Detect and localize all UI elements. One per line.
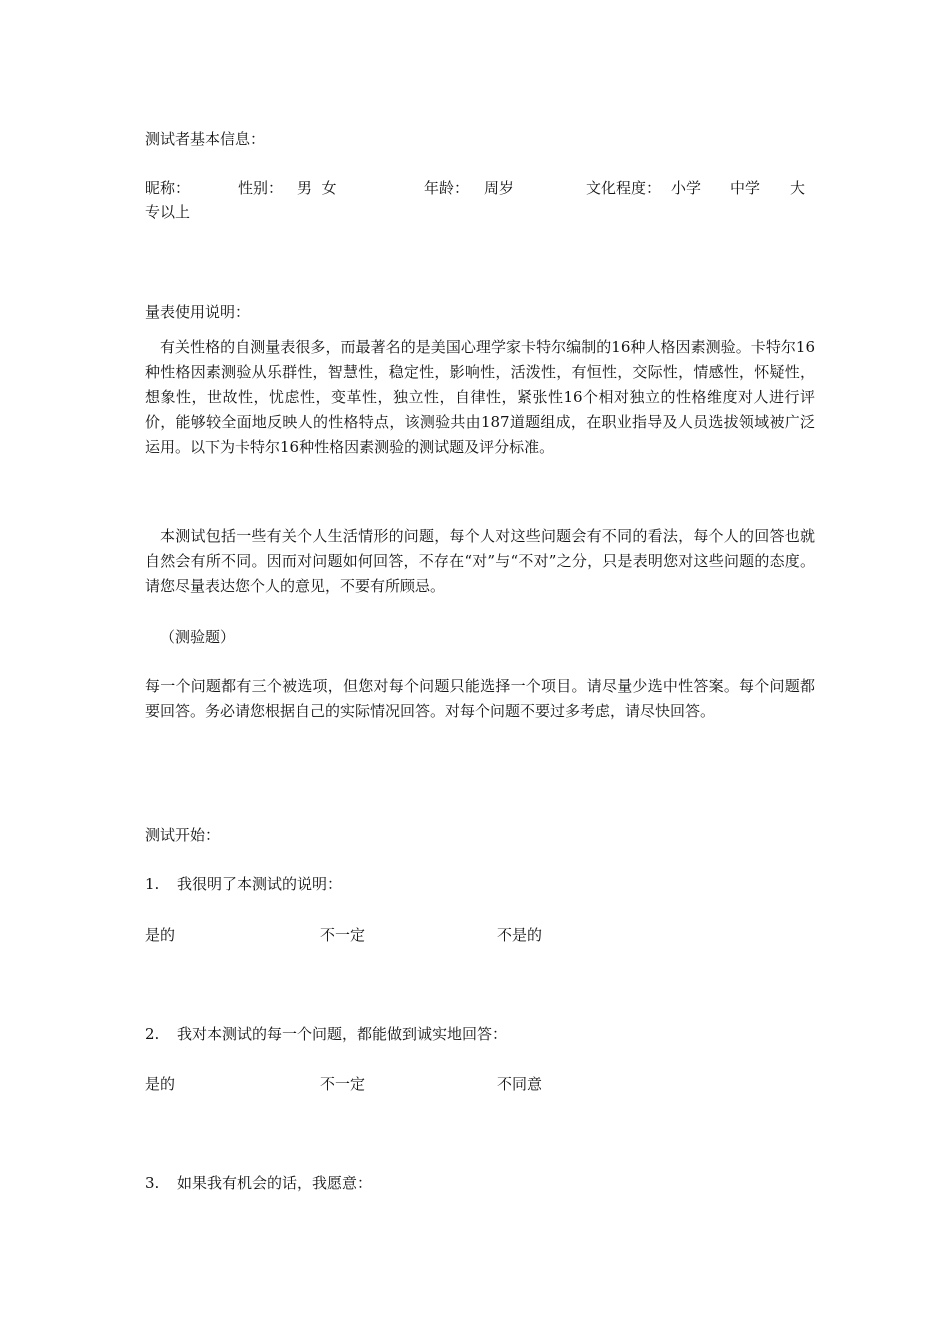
question-1-number: 1. bbox=[145, 875, 160, 893]
education-option-primary: 小学 bbox=[671, 179, 702, 197]
education-option-middle: 中学 bbox=[730, 179, 761, 197]
education-option-college-part2: 专以上 bbox=[145, 203, 191, 221]
gender-options: 男 女 bbox=[297, 179, 337, 197]
instructions-heading: 量表使用说明： bbox=[145, 303, 251, 321]
question-1-text-row bbox=[145, 873, 342, 895]
question-2-number: 2. bbox=[145, 1025, 160, 1043]
question-2-option-disagree[interactable]: 不同意 bbox=[497, 1075, 543, 1093]
question-2-text-row bbox=[145, 1023, 507, 1045]
question-3-text: 如果我有机会的话，我愿意： bbox=[177, 1174, 373, 1192]
question-1-option-uncertain[interactable]: 不一定 bbox=[320, 926, 366, 944]
gender-label: 性别： bbox=[238, 179, 284, 197]
question-1-option-yes[interactable]: 是的 bbox=[145, 926, 176, 944]
education-label: 文化程度： bbox=[586, 179, 662, 197]
info-heading: 测试者基本信息： bbox=[145, 130, 266, 148]
section-label: （测验题） bbox=[160, 628, 236, 646]
question-3-number: 3. bbox=[145, 1174, 160, 1192]
education-option-college-part1: 大 bbox=[790, 179, 806, 197]
age-unit: 周岁 bbox=[484, 179, 515, 197]
test-heading: 测试开始： bbox=[145, 826, 221, 844]
question-2-text: 我对本测试的每一个问题，都能做到诚实地回答： bbox=[177, 1025, 508, 1043]
question-3-text-row bbox=[145, 1172, 372, 1194]
question-1-text: 我很明了本测试的说明： bbox=[177, 875, 343, 893]
question-2-option-yes[interactable]: 是的 bbox=[145, 1075, 176, 1093]
instructions-paragraph-2: 本测试包括一些有关个人生活情形的问题，每个人对这些问题会有不同的看法，每个人的回答也就自然会有所不同。因而对问题如何回答，不存在“对”与“不对”之分，只是表明您对这些问题的态度。请您尽量表达您个人的意见，不要有所顾忌。 bbox=[145, 527, 815, 595]
nickname-label: 昵称： bbox=[145, 179, 191, 197]
age-label: 年龄： bbox=[424, 179, 470, 197]
instructions-paragraph-3: 每一个问题都有三个被选项，但您对每个问题只能选择一个项目。请尽量少选中性答案。每个问题都要回答。务必请您根据自己的实际情况回答。对每个问题不要过多考虑，请尽快回答。 bbox=[145, 677, 815, 720]
question-2-option-uncertain[interactable]: 不一定 bbox=[320, 1075, 366, 1093]
question-1-option-no[interactable]: 不是的 bbox=[497, 926, 543, 944]
instructions-paragraph-1: 有关性格的自测量表很多，而最著名的是美国心理学家卡特尔编制的16种人格因素测验。卡特尔16种性格因素测验从乐群性，智慧性，稳定性，影响性，活泼性，有恒性，交际性，情感性，怀疑性，想象性，世故性，忧虑性，变革性，独立性，自律性，紧张性16个相对独立的性格维度对人进行评价，能够较全面地反映人的性格特点，该测验共由187道题组成，在职业指导及人员选拔领域被广泛运用。以下为卡特尔16种性格因素测验的测试题及评分标准。 bbox=[145, 338, 815, 456]
